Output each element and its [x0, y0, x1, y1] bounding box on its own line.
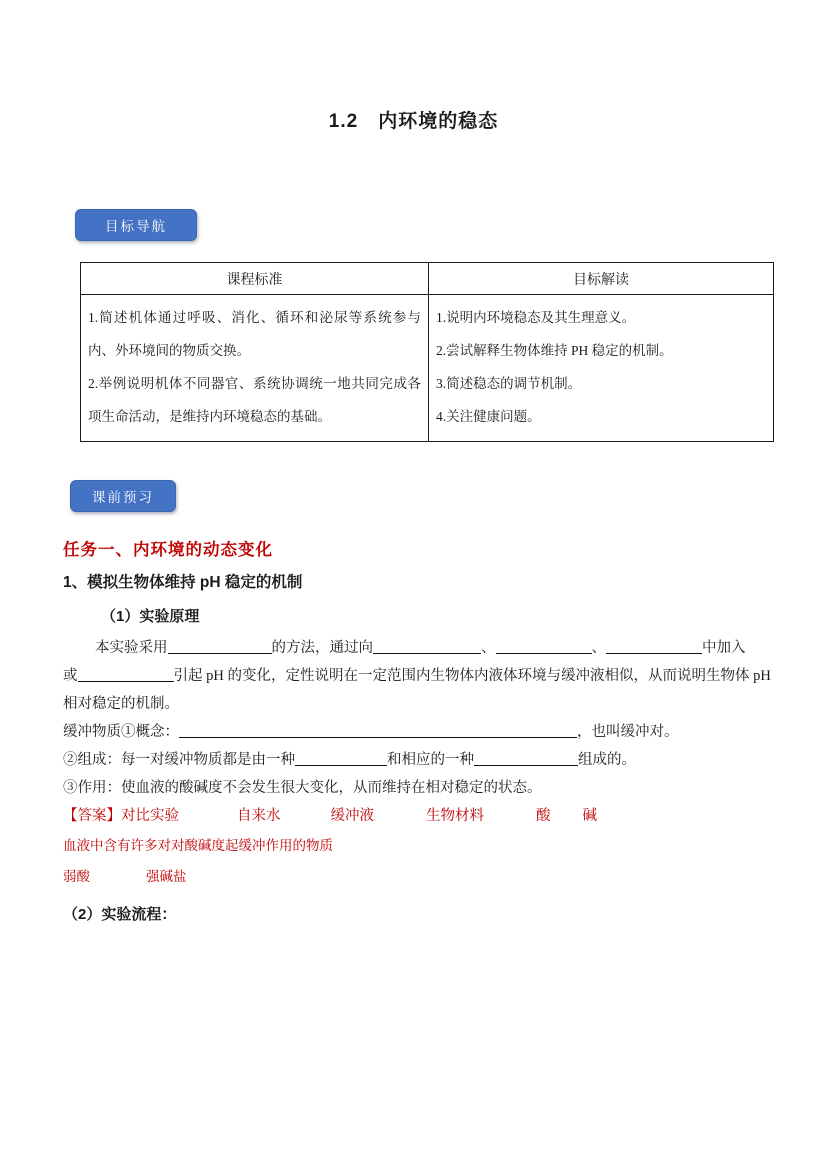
experiment-principle-heading: （1）实验原理: [101, 608, 200, 625]
goal-navigation-badge-label: 目标导航: [105, 219, 167, 234]
spacing-gap: [281, 819, 331, 820]
text-run: 弱酸: [63, 869, 90, 884]
experiment-flow-heading: （2）实验流程：: [63, 906, 177, 923]
fill-line-buffer-composition: [63, 746, 775, 774]
text-run: 中加入: [702, 640, 746, 656]
goals-table-body-row: [81, 295, 774, 442]
fill-in-blank: [295, 751, 387, 766]
text-run: 或: [63, 668, 78, 684]
spacing-gap: [374, 819, 426, 820]
text-run: 组成的。: [578, 752, 636, 768]
fill-in-blank: [474, 751, 578, 766]
answer-line: [63, 802, 775, 830]
text-run: 生物材料: [426, 808, 484, 824]
goal-navigation-badge: [75, 209, 197, 241]
goal-interpretation-cell: [429, 295, 774, 442]
answer-note: 血液中含有许多对对酸碱度起缓冲作用的物质: [63, 838, 333, 853]
text-run: 酸: [536, 808, 551, 824]
goals-table-header-row: [81, 263, 774, 295]
text-run: 自来水: [237, 808, 281, 824]
text-run: 缓冲物质①概念：: [63, 724, 179, 740]
fill-in-blank: [179, 723, 577, 738]
preclass-preview-badge-label: 课前预习: [92, 490, 154, 505]
spacing-gap: [90, 880, 146, 881]
fill-in-blank: [168, 639, 272, 654]
fill-in-blank: [496, 639, 592, 654]
text-run: ，也叫缓冲对。: [577, 724, 679, 740]
spacing-gap: [484, 819, 536, 820]
table-cell-line: 2.尝试解释生物体维持 PH 稳定的机制。: [436, 343, 673, 358]
text-run: 引起 pH 的变化，定性说明在一定范围内生物体内液体环境与缓冲液相似，从而说明生物体 pH: [173, 668, 771, 684]
fill-in-blank: [78, 667, 174, 682]
text-run: ②组成：每一对缓冲物质都是由一种: [63, 752, 295, 768]
text-run: 、: [591, 640, 606, 656]
spacing-gap: [551, 819, 583, 820]
task-one-heading: 任务一、内环境的动态变化: [63, 541, 273, 559]
text-run: 强碱盐: [146, 869, 187, 884]
table-cell-line: 4.关注健康问题。: [436, 409, 541, 424]
fill-in-blank: [373, 639, 481, 654]
text-run: 【答案】对比实验: [63, 808, 179, 824]
goals-table: [80, 262, 774, 442]
text-run: 本实验采用: [95, 640, 168, 656]
fill-in-blank: [606, 639, 702, 654]
preclass-preview-badge: [70, 480, 176, 512]
table-cell-line: 3.简述稳态的调节机制。: [436, 376, 582, 391]
course-standards-cell: [81, 295, 429, 442]
page-title: 1.2 内环境的稳态: [328, 111, 499, 132]
text-line-buffer-function: ③作用：使血液的酸碱度不会发生很大变化，从而维持在相对稳定的状态。: [63, 780, 542, 796]
text-line-mechanism: 相对稳定的机制。: [63, 696, 179, 712]
text-run: 碱: [582, 808, 597, 824]
text-run: 缓冲液: [330, 808, 374, 824]
text-run: 和相应的一种: [387, 752, 474, 768]
table-cell-line: 2.举例说明机体不同器官、系统协调统一地共同完成各项生命活动，是维持内环境稳态的基础。: [88, 376, 421, 424]
text-run: 、: [481, 640, 496, 656]
fill-line-method: [63, 634, 775, 662]
experiment-principle-body: [63, 634, 775, 929]
spacing-gap: [179, 819, 237, 820]
column-header-goal-interpretation: 目标解读: [429, 263, 774, 295]
table-cell-line: 1.简述机体通过呼吸、消化、循环和泌尿等系统参与内、外环境间的物质交换。: [88, 310, 421, 358]
subtopic-heading: 1、模拟生物体维持 pH 稳定的机制: [63, 574, 303, 591]
answer-acid-salt-pair: [63, 861, 775, 892]
text-run: 的方法，通过向: [271, 640, 373, 656]
table-cell-line: 1.说明内环境稳态及其生理意义。: [436, 310, 636, 325]
column-header-course-standards: 课程标准: [81, 263, 429, 295]
fill-line-ph-change: [63, 662, 775, 690]
fill-line-buffer-concept: [63, 718, 775, 746]
